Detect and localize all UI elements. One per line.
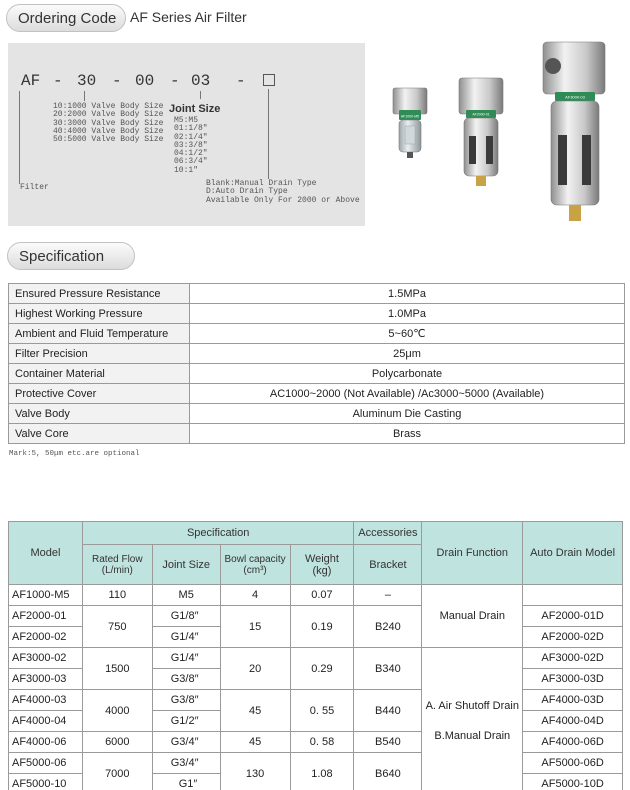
code-mid: 00 [135, 72, 155, 90]
filter-connector [19, 91, 20, 184]
cell-joint: G3/4″ [152, 753, 220, 774]
cell-flow: 4000 [82, 690, 152, 732]
spec-value: Brass [190, 424, 625, 444]
table-row [9, 424, 625, 444]
spec-value: 1.5MPa [190, 284, 625, 304]
code-prefix: AF [21, 72, 41, 90]
code-body-size: 30 [77, 72, 97, 90]
cell-bracket: B340 [354, 648, 422, 690]
cell-auto: AF4000-03D [523, 690, 623, 711]
table-row [9, 606, 623, 627]
cell-joint: G3/8″ [152, 690, 220, 711]
cell-bowl: 45 [220, 732, 290, 753]
cell-weight: 0. 58 [290, 732, 354, 753]
table-row [9, 324, 625, 344]
specification-pill [7, 242, 135, 270]
cell-auto [523, 585, 623, 606]
table-row [9, 585, 623, 606]
medium-filter-label: AF2000-01 [472, 112, 490, 117]
spec-label: Valve Core [9, 424, 190, 444]
spec-label: Container Material [9, 364, 190, 384]
drain-option-box [263, 74, 275, 86]
table-row [9, 344, 625, 364]
table-row [9, 404, 625, 424]
spec-label: Ensured Pressure Resistance [9, 284, 190, 304]
small-filter-label: AF1000-M5 [400, 114, 420, 119]
drain-auto-a: A. Air Shutoff Drain [425, 700, 519, 712]
cell-bracket: B640 [354, 753, 422, 790]
cell-bowl: 45 [220, 690, 290, 732]
cell-weight: 0.19 [290, 606, 354, 648]
body-connector [84, 91, 85, 101]
specification-table [8, 283, 625, 444]
cell-model: AF3000-02 [9, 648, 83, 669]
code-sep-2: - [112, 72, 122, 90]
cell-bracket: B540 [354, 732, 422, 753]
cell-joint: M5 [152, 585, 220, 606]
header-joint-size: Joint Size [152, 545, 220, 585]
specification-label: Specification [19, 247, 105, 265]
cell-auto: AF2000-01D [523, 606, 623, 627]
table-row [9, 364, 625, 384]
table-row [9, 690, 623, 711]
cell-weight: 0.29 [290, 648, 354, 690]
header-specification: Specification [82, 522, 354, 545]
cell-drain-manual: Manual Drain [422, 585, 523, 648]
table-row [9, 384, 625, 404]
joint-connector [200, 91, 201, 99]
spec-label: Valve Body [9, 404, 190, 424]
spec-label: Highest Working Pressure [9, 304, 190, 324]
cell-joint: G3/4″ [152, 732, 220, 753]
header-drain-function: Drain Function [422, 522, 523, 585]
cell-flow: 1500 [82, 648, 152, 690]
cell-auto: AF5000-06D [523, 753, 623, 774]
joint-size-title: Joint Size [169, 103, 221, 115]
ordering-code-label: Ordering Code [18, 9, 117, 27]
spec-label: Protective Cover [9, 384, 190, 404]
spec-value: Aluminum Die Casting [190, 404, 625, 424]
joint-size-list: M5:M5 01:1/8″ 02:1/4″ 03:3/8″ 04:1/2″ 06:3/4″ 10:1″ [174, 116, 208, 175]
cell-auto: AF4000-04D [523, 711, 623, 732]
cell-model: AF1000-M5 [9, 585, 83, 606]
header-rated-flow: Rated Flow (L/min) [82, 545, 152, 585]
code-sep-4: - [236, 72, 246, 90]
cell-drain-auto [422, 648, 523, 790]
cell-auto: AF3000-03D [523, 669, 623, 690]
cell-bracket: B440 [354, 690, 422, 732]
table-row [9, 648, 623, 669]
spec-value: 1.0MPa [190, 304, 625, 324]
cell-bowl: 15 [220, 606, 290, 648]
table-row [9, 284, 625, 304]
small-filter-photo [393, 88, 427, 158]
cell-auto: AF5000-10D [523, 774, 623, 790]
cell-model: AF4000-04 [9, 711, 83, 732]
cell-flow: 750 [82, 606, 152, 648]
header-accessories: Accessories [354, 522, 422, 545]
table-row [9, 732, 623, 753]
cell-flow: 7000 [82, 753, 152, 790]
body-size-list: 10:1000 Valve Body Size 20:2000 Valve Body Size 30:3000 Valve Body Size 40:4000 Valve Body Size 50:5000 Valve Body Size [53, 102, 164, 145]
cell-joint: G1/4″ [152, 627, 220, 648]
cell-model: AF5000-10 [9, 774, 83, 790]
filter-label: Filter [20, 183, 49, 192]
header-model: Model [9, 522, 83, 585]
spec-label: Filter Precision [9, 344, 190, 364]
cell-joint: G1/8″ [152, 606, 220, 627]
cell-weight: 1.08 [290, 753, 354, 790]
cell-auto: AF2000-02D [523, 627, 623, 648]
cell-model: AF3000-03 [9, 669, 83, 690]
spec-note: Mark:5, 50μm etc.are optional [9, 450, 140, 458]
code-joint: 03 [191, 72, 211, 90]
cell-model: AF5000-06 [9, 753, 83, 774]
cell-model: AF2000-02 [9, 627, 83, 648]
cell-weight: 0.07 [290, 585, 354, 606]
cell-bowl: 130 [220, 753, 290, 790]
ordering-code-diagram [8, 43, 365, 226]
spec-value: Polycarbonate [190, 364, 625, 384]
medium-filter-photo [459, 78, 503, 186]
ordering-code-pill [6, 4, 126, 32]
large-filter-photo [543, 42, 605, 221]
cell-joint: G1/2″ [152, 711, 220, 732]
cell-model: AF2000-01 [9, 606, 83, 627]
cell-bracket: – [354, 585, 422, 606]
code-sep-3: - [170, 72, 180, 90]
drain-type-notes: Blank:Manual Drain Type D:Auto Drain Type Available Only For 2000 or Above [206, 179, 360, 205]
header-weight: Weight (kg) [290, 545, 354, 585]
header-bracket: Bracket [354, 545, 422, 585]
cell-weight: 0. 55 [290, 690, 354, 732]
header-bowl-capacity: Bowl capacity (cm³) [220, 545, 290, 585]
cell-flow: 6000 [82, 732, 152, 753]
product-photos [380, 40, 620, 230]
model-table [8, 521, 623, 790]
cell-model: AF4000-03 [9, 690, 83, 711]
code-sep-1: - [53, 72, 63, 90]
drain-connector [268, 89, 269, 179]
table-row [9, 753, 623, 774]
spec-value: 5~60℃ [190, 324, 625, 344]
drain-auto-b: B.Manual Drain [434, 730, 511, 742]
table-row [9, 304, 625, 324]
cell-auto: AF4000-06D [523, 732, 623, 753]
page-title: AF Series Air Filter [130, 9, 247, 25]
spec-value: AC1000~2000 (Not Available) /Ac3000~5000 (Available) [190, 384, 625, 404]
cell-auto: AF3000-02D [523, 648, 623, 669]
spec-value: 25μm [190, 344, 625, 364]
cell-bracket: B240 [354, 606, 422, 648]
cell-joint: G1/4″ [152, 648, 220, 669]
header-auto-drain-model: Auto Drain Model [523, 522, 623, 585]
cell-joint: G3/8″ [152, 669, 220, 690]
spec-label: Ambient and Fluid Temperature [9, 324, 190, 344]
large-filter-label: AF3000-03 [565, 94, 585, 100]
cell-flow: 110 [82, 585, 152, 606]
cell-bowl: 4 [220, 585, 290, 606]
cell-joint: G1″ [152, 774, 220, 790]
cell-bowl: 20 [220, 648, 290, 690]
cell-model: AF4000-06 [9, 732, 83, 753]
